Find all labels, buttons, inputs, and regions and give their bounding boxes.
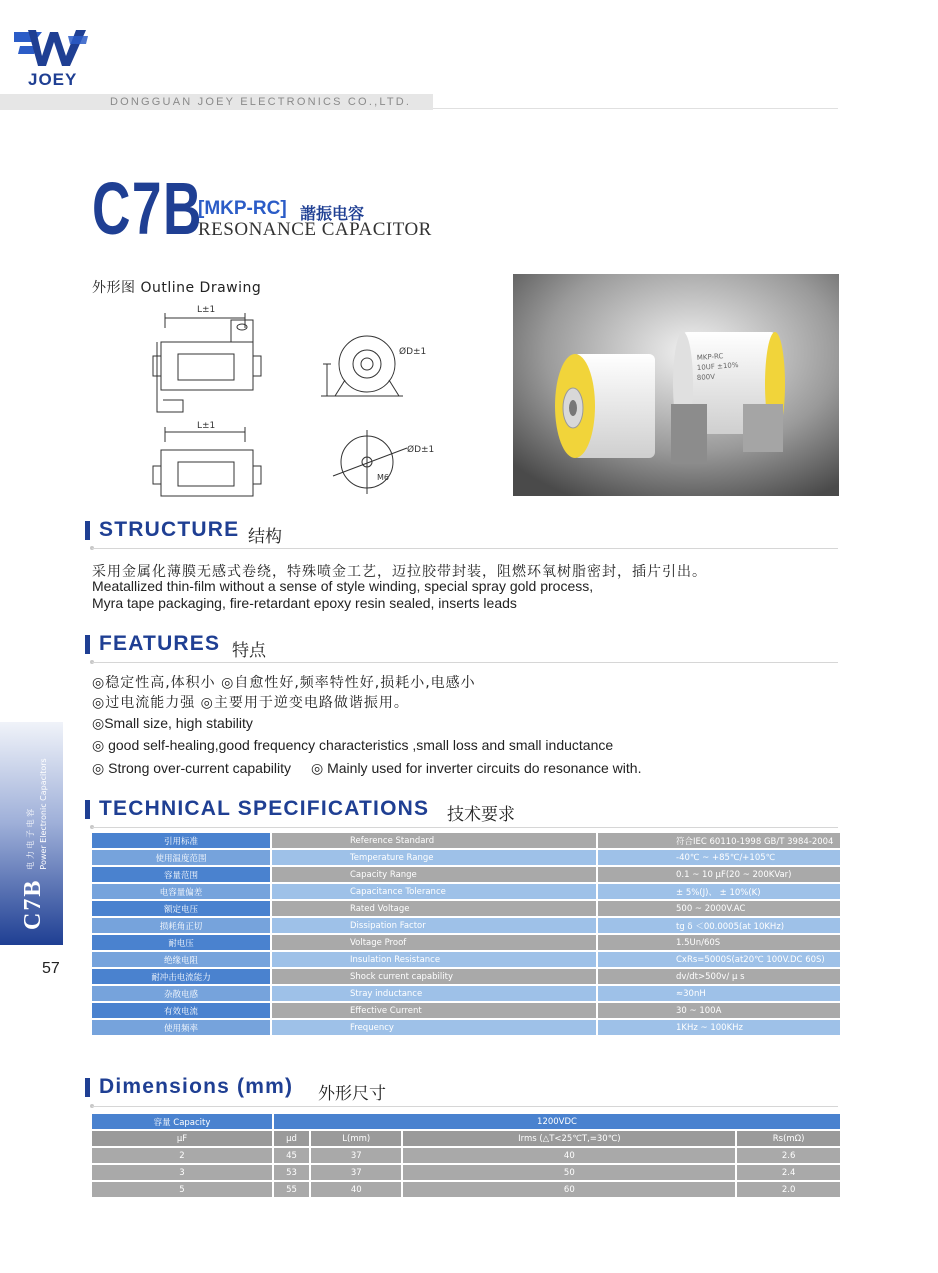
dimensions-table	[90, 1112, 842, 1199]
column-header: L(mm)	[311, 1131, 401, 1146]
spec-value: 0.1 ~ 10 μF(20 ~ 200KVar)	[598, 867, 840, 882]
spec-en: Frequency	[272, 1020, 596, 1035]
spec-value: CxRs=5000S(at20℃ 100V.DC 60S)	[598, 952, 840, 967]
table-row	[92, 1182, 840, 1197]
spec-value: 500 ~ 2000V.AC	[598, 901, 840, 916]
spec-value: 1.5Un/60S	[598, 935, 840, 950]
length-label-bottom: L±1	[197, 421, 216, 431]
spec-en: Temperature Range	[272, 850, 596, 865]
structure-description-cn: 采用金属化薄膜无感式卷绕，特殊喷金工艺，迈拉胶带封装，阻燃环氧树脂密封，插片引出。	[92, 564, 707, 580]
voltage-header: 1200VDC	[274, 1114, 840, 1129]
table-row	[92, 1020, 840, 1035]
photo-label-3: 800V	[696, 372, 716, 382]
spec-en: Insulation Resistance	[272, 952, 596, 967]
column-header: Rs(mΩ)	[737, 1131, 840, 1146]
table-cell: 55	[274, 1182, 309, 1197]
capacity-header: 容量 Capacity	[92, 1114, 272, 1129]
spec-value: ≈30nH	[598, 986, 840, 1001]
thread-label: M6	[377, 473, 389, 482]
table-row	[92, 833, 840, 848]
column-header: μF	[92, 1131, 272, 1146]
table-cell: 3	[92, 1165, 272, 1180]
table-cell: 2.4	[737, 1165, 840, 1180]
specs-title-cn: 技术要求	[447, 805, 515, 825]
specs-rule	[92, 827, 838, 828]
table-cell: 2	[92, 1148, 272, 1163]
photo-label-1: MKP-RC	[696, 352, 724, 362]
table-cell: 2.6	[737, 1148, 840, 1163]
spec-en: Shock current capability	[272, 969, 596, 984]
specifications-table	[90, 831, 842, 1037]
table-cell: 37	[311, 1165, 401, 1180]
spec-value: 符合IEC 60110-1998 GB/T 3984-2004	[598, 833, 840, 848]
dimensions-title-cn: 外形尺寸	[318, 1084, 386, 1104]
features-marker	[85, 635, 90, 654]
features-cn-line-1: ◎稳定性高,体积小 ◎自愈性好,频率特性好,损耗小,电感小	[92, 675, 476, 691]
spec-value: dv/dt>500v/ μ s	[598, 969, 840, 984]
side-tab-code: C7B	[20, 878, 46, 930]
table-cell: 53	[274, 1165, 309, 1180]
logo-wordmark: JOEY	[28, 70, 78, 89]
table-row	[92, 969, 840, 984]
product-title-en: RESONANCE CAPACITOR	[198, 219, 432, 240]
spec-en: Effective Current	[272, 1003, 596, 1018]
table-cell: 60	[403, 1182, 735, 1197]
spec-cn: 使用温度范围	[92, 850, 270, 865]
spec-cn: 有效电流	[92, 1003, 270, 1018]
spec-en: Dissipation Factor	[272, 918, 596, 933]
diameter-label-bottom: ØD±1	[407, 445, 435, 455]
model-code: C7B	[92, 167, 203, 250]
table-cell: 2.0	[737, 1182, 840, 1197]
dimensions-title: Dimensions (mm)	[99, 1075, 294, 1098]
spec-en: Rated Voltage	[272, 901, 596, 916]
structure-rule	[92, 548, 838, 549]
structure-description-en-2: Myra tape packaging, fire-retardant epoxy resin sealed, inserts leads	[92, 595, 517, 611]
diameter-label-top: ØD±1	[399, 347, 427, 357]
structure-marker	[85, 521, 90, 540]
spec-value: -40℃ ~ +85℃/+105℃	[598, 850, 840, 865]
structure-title-cn: 结构	[248, 527, 282, 547]
table-row	[92, 1148, 840, 1163]
product-title-cn: 諧振电容	[300, 204, 365, 223]
spec-cn: 使用频率	[92, 1020, 270, 1035]
product-photo	[513, 274, 839, 496]
features-en-line-3a: ◎ Strong over-current capability	[92, 760, 291, 776]
dimensions-rule	[92, 1106, 838, 1107]
table-row	[92, 867, 840, 882]
type-code: [MKP-RC]	[198, 198, 287, 219]
outline-drawing-title: 外形图 Outline Drawing	[92, 280, 262, 296]
table-row	[92, 918, 840, 933]
outline-drawing	[145, 300, 445, 500]
table-row	[92, 935, 840, 950]
spec-en: Capacity Range	[272, 867, 596, 882]
side-tab-en: Power Electronic Capacitors	[38, 758, 48, 870]
features-en-line-3b: ◎ Mainly used for inverter circuits do resonance with.	[311, 760, 642, 776]
features-en-line-2: ◎ good self-healing,good frequency characteristics ,small loss and small inductance	[92, 737, 614, 753]
length-label-top: L±1	[197, 305, 216, 315]
side-tab-cn: 电 力 电 子 电 容	[25, 808, 35, 870]
features-en-line-1: ◎Small size, high stability	[92, 715, 253, 731]
table-row	[92, 850, 840, 865]
spec-value: tg δ ＜00.0005(at 10KHz)	[598, 918, 840, 933]
specs-marker	[85, 800, 90, 819]
spec-value: ± 5%(J)、 ± 10%(K)	[598, 884, 840, 899]
column-header: Irms (△T<25℃T,=30℃)	[403, 1131, 735, 1146]
table-row	[92, 901, 840, 916]
structure-description-en-1: Meatallized thin-film without a sense of style winding, special spray gold process,	[92, 578, 594, 594]
spec-cn: 损耗角正切	[92, 918, 270, 933]
spec-value: 30 ~ 100A	[598, 1003, 840, 1018]
table-row	[92, 1003, 840, 1018]
table-subheader-row	[92, 1131, 840, 1146]
spec-value: 1KHz ~ 100KHz	[598, 1020, 840, 1035]
specs-title: TECHNICAL SPECIFICATIONS	[99, 797, 430, 820]
features-rule	[92, 662, 838, 663]
features-title-cn: 特点	[232, 641, 266, 661]
spec-cn: 杂散电感	[92, 986, 270, 1001]
spec-en: Reference Standard	[272, 833, 596, 848]
header-divider	[433, 108, 838, 109]
table-header-row	[92, 1114, 840, 1129]
spec-cn: 引用标准	[92, 833, 270, 848]
table-row	[92, 952, 840, 967]
spec-en: Stray inductance	[272, 986, 596, 1001]
photo-label-2: 10UF ±10%	[696, 361, 739, 372]
spec-cn: 电容量偏差	[92, 884, 270, 899]
joey-logo-icon	[12, 28, 92, 70]
spec-cn: 容量范围	[92, 867, 270, 882]
page-number: 57	[42, 960, 60, 977]
spec-cn: 绝缘电阻	[92, 952, 270, 967]
table-cell: 40	[403, 1148, 735, 1163]
table-row	[92, 986, 840, 1001]
table-cell: 5	[92, 1182, 272, 1197]
column-header: μd	[274, 1131, 309, 1146]
side-tab-label	[20, 758, 49, 930]
spec-cn: 耐冲击电流能力	[92, 969, 270, 984]
dimensions-marker	[85, 1078, 90, 1097]
company-name: DONGGUAN JOEY ELECTRONICS CO.,LTD.	[110, 96, 412, 108]
spec-en: Voltage Proof	[272, 935, 596, 950]
features-cn-line-2: ◎过电流能力强 ◎主要用于逆变电路做谐振用。	[92, 695, 409, 711]
table-row	[92, 884, 840, 899]
table-cell: 45	[274, 1148, 309, 1163]
spec-cn: 耐电压	[92, 935, 270, 950]
spec-cn: 额定电压	[92, 901, 270, 916]
features-title: FEATURES	[99, 632, 221, 655]
table-cell: 50	[403, 1165, 735, 1180]
spec-en: Capacitance Tolerance	[272, 884, 596, 899]
table-cell: 40	[311, 1182, 401, 1197]
structure-title: STRUCTURE	[99, 518, 240, 541]
table-cell: 37	[311, 1148, 401, 1163]
table-row	[92, 1165, 840, 1180]
